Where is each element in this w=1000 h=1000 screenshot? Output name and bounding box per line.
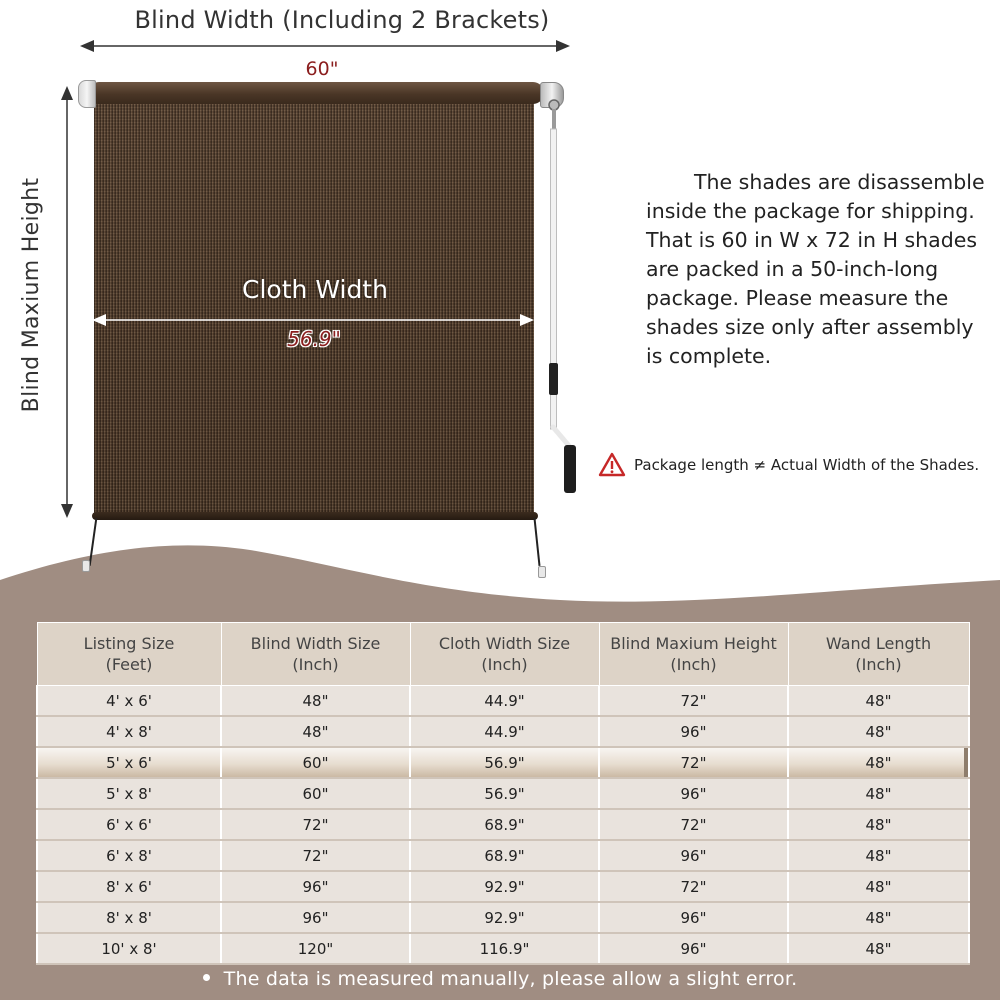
header-text: Wand Length	[825, 634, 932, 653]
table-cell: 10' x 8'	[37, 933, 221, 964]
header-text: Blind Maxium Height	[610, 634, 777, 653]
cloth-width-value: 56.9"	[287, 327, 341, 351]
bullet-icon	[203, 974, 210, 981]
table-cell: 48"	[788, 902, 969, 933]
table-cell: 44.9"	[410, 716, 599, 747]
blind-width-title: Blind Width (Including 2 Brackets)	[134, 6, 550, 34]
header-text: Blind Width Size	[250, 634, 381, 653]
note-text: The data is measured manually, please allow a slight error.	[223, 968, 798, 990]
warning-text: Package length ≠ Actual Width of the Shades.	[634, 456, 980, 474]
blind-width-arrow	[80, 35, 570, 57]
table-cell: 72"	[599, 747, 788, 778]
table-cell: 5' x 8'	[37, 778, 221, 809]
size-table	[36, 622, 968, 965]
table-cell: 48"	[221, 716, 410, 747]
table-cell: 68.9"	[410, 840, 599, 871]
header-unit: (Inch)	[481, 655, 528, 674]
table-cell: 60"	[221, 747, 410, 778]
blind-height-label: Blind Maxium Height	[19, 177, 44, 413]
table-cell: 48"	[788, 871, 969, 902]
table-cell: 96"	[599, 716, 788, 747]
table-row	[37, 716, 969, 747]
table-body	[37, 686, 969, 965]
table-cell: 48"	[788, 809, 969, 840]
table-cell: 4' x 6'	[37, 686, 221, 717]
table-row	[37, 840, 969, 871]
table-row	[37, 686, 969, 717]
header-listing-size	[37, 623, 221, 686]
shade-cloth	[94, 100, 534, 516]
header-blind-width	[221, 623, 410, 686]
table-cell: 44.9"	[410, 686, 599, 717]
header-blind-height	[599, 623, 788, 686]
table-cell: 92.9"	[410, 871, 599, 902]
left-cord-clip	[82, 560, 90, 572]
cloth-width-label: Cloth Width	[242, 275, 388, 304]
table-row	[37, 778, 969, 809]
table-cell: 96"	[221, 902, 410, 933]
table-row	[37, 747, 969, 778]
roller-tube	[88, 82, 544, 104]
table-cell: 96"	[599, 902, 788, 933]
table-cell: 48"	[788, 840, 969, 871]
table-cell: 116.9"	[410, 933, 599, 964]
package-warning	[598, 450, 998, 480]
table-cell: 48"	[788, 747, 969, 778]
table-cell: 48"	[788, 716, 969, 747]
right-cord-clip	[538, 566, 546, 578]
blind-height-arrow	[56, 86, 78, 518]
header-cloth-width	[410, 623, 599, 686]
table-cell: 96"	[599, 840, 788, 871]
table-cell: 6' x 8'	[37, 840, 221, 871]
table-cell: 56.9"	[410, 747, 599, 778]
table-row	[37, 902, 969, 933]
header-unit: (Feet)	[105, 655, 153, 674]
shipping-description: The shades are disassemble inside the package for shipping. That is 60 in W x 72 in H shades are packed in a 50-inch-long package. Please measure the shades size only after assembly is complete.	[646, 170, 985, 368]
table-cell: 8' x 8'	[37, 902, 221, 933]
table-cell: 120"	[221, 933, 410, 964]
header-unit: (Inch)	[292, 655, 339, 674]
table-cell: 92.9"	[410, 902, 599, 933]
table-cell: 96"	[221, 871, 410, 902]
header-unit: (Inch)	[670, 655, 717, 674]
table-row	[37, 933, 969, 964]
table-cell: 48"	[788, 686, 969, 717]
header-text: Cloth Width Size	[438, 634, 571, 653]
table-cell: 4' x 8'	[37, 716, 221, 747]
table-cell: 48"	[221, 686, 410, 717]
header-text: Listing Size	[83, 634, 175, 653]
table-cell: 48"	[788, 933, 969, 964]
table-cell: 72"	[221, 840, 410, 871]
table-cell: 72"	[599, 809, 788, 840]
table-cell: 72"	[599, 871, 788, 902]
table-cell: 60"	[221, 778, 410, 809]
table-cell: 6' x 6'	[37, 809, 221, 840]
table-cell: 48"	[788, 778, 969, 809]
header-unit: (Inch)	[855, 655, 902, 674]
table-header-row	[37, 623, 969, 686]
table-cell: 72"	[221, 809, 410, 840]
table-cell: 72"	[599, 686, 788, 717]
table-cell: 96"	[599, 933, 788, 964]
left-bracket	[78, 80, 96, 108]
bottom-bar	[92, 512, 538, 520]
measurement-note	[0, 968, 1000, 990]
table-cell: 68.9"	[410, 809, 599, 840]
table-row	[37, 809, 969, 840]
table-cell: 8' x 6'	[37, 871, 221, 902]
table-cell: 56.9"	[410, 778, 599, 809]
warning-triangle-icon	[598, 452, 626, 478]
header-wand-length	[788, 623, 969, 686]
table-cell: 96"	[599, 778, 788, 809]
table-cell: 5' x 6'	[37, 747, 221, 778]
blind-width-value: 60"	[305, 58, 339, 80]
crank-wand	[540, 95, 580, 500]
table-row	[37, 871, 969, 902]
